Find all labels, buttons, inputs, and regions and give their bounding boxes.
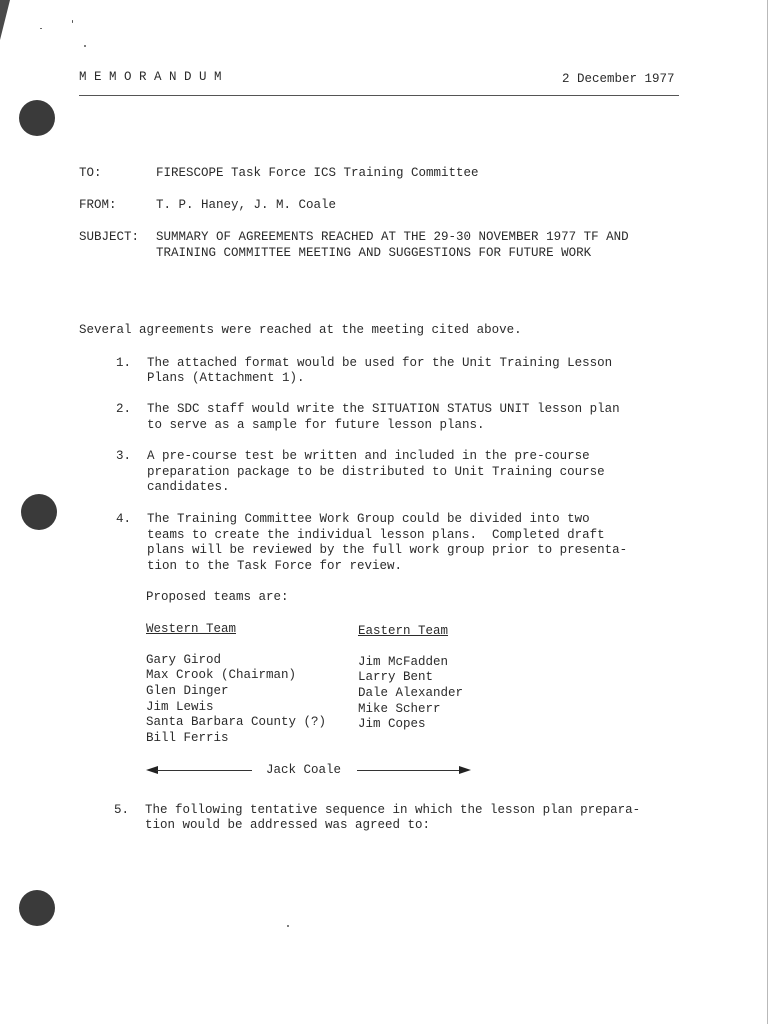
scan-speck bbox=[84, 45, 86, 47]
punch-hole-bottom bbox=[19, 890, 55, 926]
page-corner-shadow bbox=[0, 0, 10, 40]
western-member: Santa Barbara County (?) bbox=[146, 715, 327, 729]
subject-line-1: SUMMARY OF AGREEMENTS REACHED AT THE 29-30 NOVEMBER 1977 TF AND bbox=[156, 230, 629, 244]
scan-speck bbox=[287, 925, 289, 927]
eastern-member: Mike Scherr bbox=[358, 702, 441, 716]
arrow-right-icon bbox=[459, 766, 471, 774]
item-line: to serve as a sample for future lesson plans. bbox=[147, 418, 485, 432]
scan-speck bbox=[40, 28, 42, 29]
header-rule bbox=[79, 95, 679, 96]
item-line: tion would be addressed was agreed to: bbox=[145, 818, 431, 832]
eastern-member: Dale Alexander bbox=[358, 686, 464, 700]
western-member: Bill Ferris bbox=[146, 731, 229, 745]
punch-hole-top bbox=[19, 100, 55, 136]
item-line: plans will be reviewed by the full work group prior to presenta- bbox=[147, 543, 628, 557]
page-edge bbox=[767, 0, 768, 1024]
shared-member: Jack Coale bbox=[266, 763, 342, 777]
eastern-member: Larry Bent bbox=[358, 670, 434, 684]
intro-text: Several agreements were reached at the meeting cited above. bbox=[79, 323, 522, 337]
item-line: The SDC staff would write the SITUATION STATUS UNIT lesson plan bbox=[147, 402, 620, 416]
western-member: Jim Lewis bbox=[146, 700, 214, 714]
item-line: tion to the Task Force for review. bbox=[147, 559, 403, 573]
western-member: Max Crook (Chairman) bbox=[146, 668, 297, 682]
item-line: candidates. bbox=[147, 480, 230, 494]
to-value: FIRESCOPE Task Force ICS Training Committee bbox=[156, 166, 479, 180]
eastern-member: Jim Copes bbox=[358, 717, 426, 731]
subject-label: SUBJECT: bbox=[79, 230, 140, 244]
memo-title: M E M O R A N D U M bbox=[79, 70, 222, 84]
eastern-team-title: Eastern Team bbox=[358, 624, 449, 638]
western-team-title: Western Team bbox=[146, 622, 237, 636]
teams-intro: Proposed teams are: bbox=[146, 590, 289, 604]
item-number: 2. bbox=[116, 402, 132, 416]
item-number: 4. bbox=[116, 512, 132, 526]
item-line: Plans (Attachment 1). bbox=[147, 371, 305, 385]
item-line: The attached format would be used for the Unit Training Lesson bbox=[147, 356, 613, 370]
item-line: teams to create the individual lesson plans. Completed draft bbox=[147, 528, 605, 542]
item-line: preparation package to be distributed to Unit Training course bbox=[147, 465, 605, 479]
from-value: T. P. Haney, J. M. Coale bbox=[156, 198, 337, 212]
item-number: 3. bbox=[116, 449, 132, 463]
subject-line-2: TRAINING COMMITTEE MEETING AND SUGGESTIONS FOR FUTURE WORK bbox=[156, 246, 592, 260]
scan-speck bbox=[72, 20, 73, 23]
item-line: A pre-course test be written and included in the pre-course bbox=[147, 449, 590, 463]
memo-date: 2 December 1977 bbox=[562, 72, 675, 86]
western-member: Glen Dinger bbox=[146, 684, 229, 698]
western-member: Gary Girod bbox=[146, 653, 222, 667]
from-label: FROM: bbox=[79, 198, 117, 212]
item-line: The Training Committee Work Group could be divided into two bbox=[147, 512, 590, 526]
eastern-member: Jim McFadden bbox=[358, 655, 449, 669]
to-label: TO: bbox=[79, 166, 102, 180]
punch-hole-middle bbox=[21, 494, 57, 530]
item-line: The following tentative sequence in which the lesson plan prepara- bbox=[145, 803, 641, 817]
arrow-line-right bbox=[357, 770, 461, 771]
item-number: 5. bbox=[114, 803, 130, 817]
item-number: 1. bbox=[116, 356, 132, 370]
arrow-line-left bbox=[156, 770, 252, 771]
